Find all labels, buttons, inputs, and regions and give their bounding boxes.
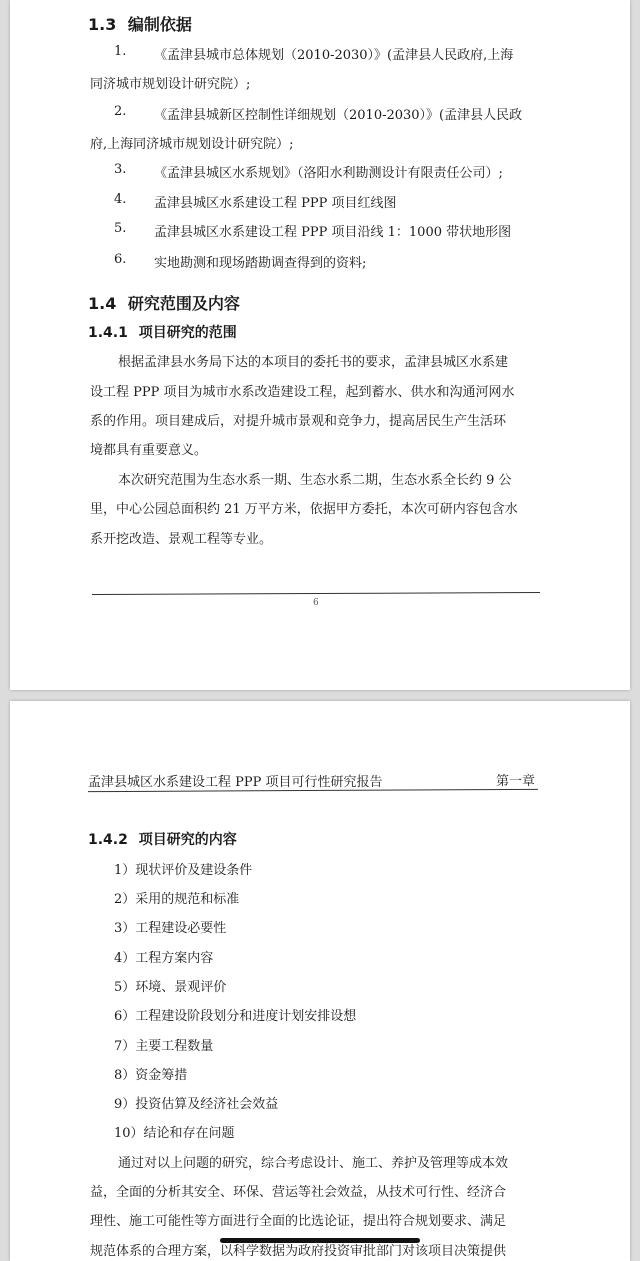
- basis-item-5-number: 5.: [114, 221, 127, 236]
- content-item-7: 7）主要工程数量: [114, 1039, 214, 1054]
- basis-item-6-number: 6.: [114, 252, 127, 267]
- summary-line3: 理性、施工可能性等方面进行全面的比选论证，提出符合规划要求、满足: [90, 1214, 507, 1229]
- page-number: 6: [313, 598, 319, 608]
- content-item-10: 10）结论和存在问题: [114, 1126, 235, 1141]
- basis-item-3-number: 3.: [114, 162, 127, 177]
- section-heading-1-4-1: 1.4.1 项目研究的范围: [88, 325, 237, 341]
- para2-line3: 系开挖改造、景观工程等专业。: [90, 532, 273, 547]
- document-page-7: [10, 701, 630, 1261]
- section-heading-1-4-2: 1.4.2 项目研究的内容: [88, 832, 237, 848]
- section-heading-1-4: 1.4 研究范围及内容: [88, 294, 240, 313]
- summary-line2: 益，全面的分析其安全、环保、营运等社会效益，从技术可行性、经济合: [90, 1185, 507, 1200]
- para1-line2: 设工程 PPP 项目为城市水系改造建设工程，起到蓄水、供水和沟通河网水: [90, 385, 515, 400]
- basis-item-1-number: 1.: [114, 44, 127, 59]
- summary-line4: 规范体系的合理方案，以科学数据为政府投资审批部门对该项目决策提供: [90, 1244, 507, 1259]
- para1-line1: 根据孟津县水务局下达的本项目的委托书的要求，孟津县城区水系建: [118, 355, 509, 370]
- footer-rule: [92, 592, 540, 595]
- basis-item-6-text: 实地勘测和现场踏勘调查得到的资料;: [154, 256, 367, 271]
- para1-line3: 系的作用。项目建成后，对提升城市景观和竞争力，提高居民生产生活环: [90, 414, 507, 429]
- running-header-chapter: 第一章: [496, 774, 536, 789]
- basis-item-4-number: 4.: [114, 192, 127, 207]
- basis-item-2-text-cont: 府,上海同济城市规划设计研究院）;: [90, 137, 294, 152]
- basis-item-3-text: 《孟津县城区水系规划》（洛阳水利勘测设计有限责任公司）;: [154, 166, 503, 181]
- para1-line4: 境都具有重要意义。: [90, 443, 208, 458]
- content-item-3: 3）工程建设必要性: [114, 921, 227, 936]
- content-item-2: 2）采用的规范和标准: [114, 892, 240, 907]
- summary-line1: 通过对以上问题的研究，综合考虑设计、施工、养护及管理等成本效: [118, 1156, 509, 1171]
- content-item-1: 1）现状评价及建设条件: [114, 863, 253, 878]
- para2-line1: 本次研究范围为生态水系一期、生态水系二期，生态水系全长约 9 公: [118, 473, 512, 488]
- basis-item-1-text-cont: 同济城市规划设计研究院）;: [90, 77, 251, 92]
- content-item-6: 6）工程建设阶段划分和进度计划安排设想: [114, 1009, 357, 1024]
- content-item-8: 8）资金筹措: [114, 1068, 188, 1083]
- content-item-4: 4）工程方案内容: [114, 951, 214, 966]
- running-header-title: 孟津县城区水系建设工程 PPP 项目可行性研究报告: [88, 775, 383, 790]
- para2-line2: 里，中心公园总面积约 21 万平方米，依据甲方委托，本次可研内容包含水: [90, 502, 518, 517]
- basis-item-4-text: 孟津县城区水系建设工程 PPP 项目红线图: [154, 196, 397, 211]
- basis-item-5-text: 孟津县城区水系建设工程 PPP 项目沿线 1：1000 带状地形图: [154, 225, 512, 240]
- content-item-5: 5）环境、景观评价: [114, 980, 227, 995]
- document-page-6: [10, 0, 630, 690]
- section-heading-1-3: 1.3 编制依据: [88, 15, 192, 34]
- basis-item-2-number: 2.: [114, 104, 127, 119]
- basis-item-1-text: 《孟津县城市总体规划（2010-2030）》(孟津县人民政府,上海: [154, 48, 514, 63]
- basis-item-2-text: 《孟津县城新区控制性详细规划（2010-2030）》(孟津县人民政: [154, 108, 523, 123]
- home-indicator[interactable]: [220, 1238, 420, 1243]
- content-item-9: 9）投资估算及经济社会效益: [114, 1097, 279, 1112]
